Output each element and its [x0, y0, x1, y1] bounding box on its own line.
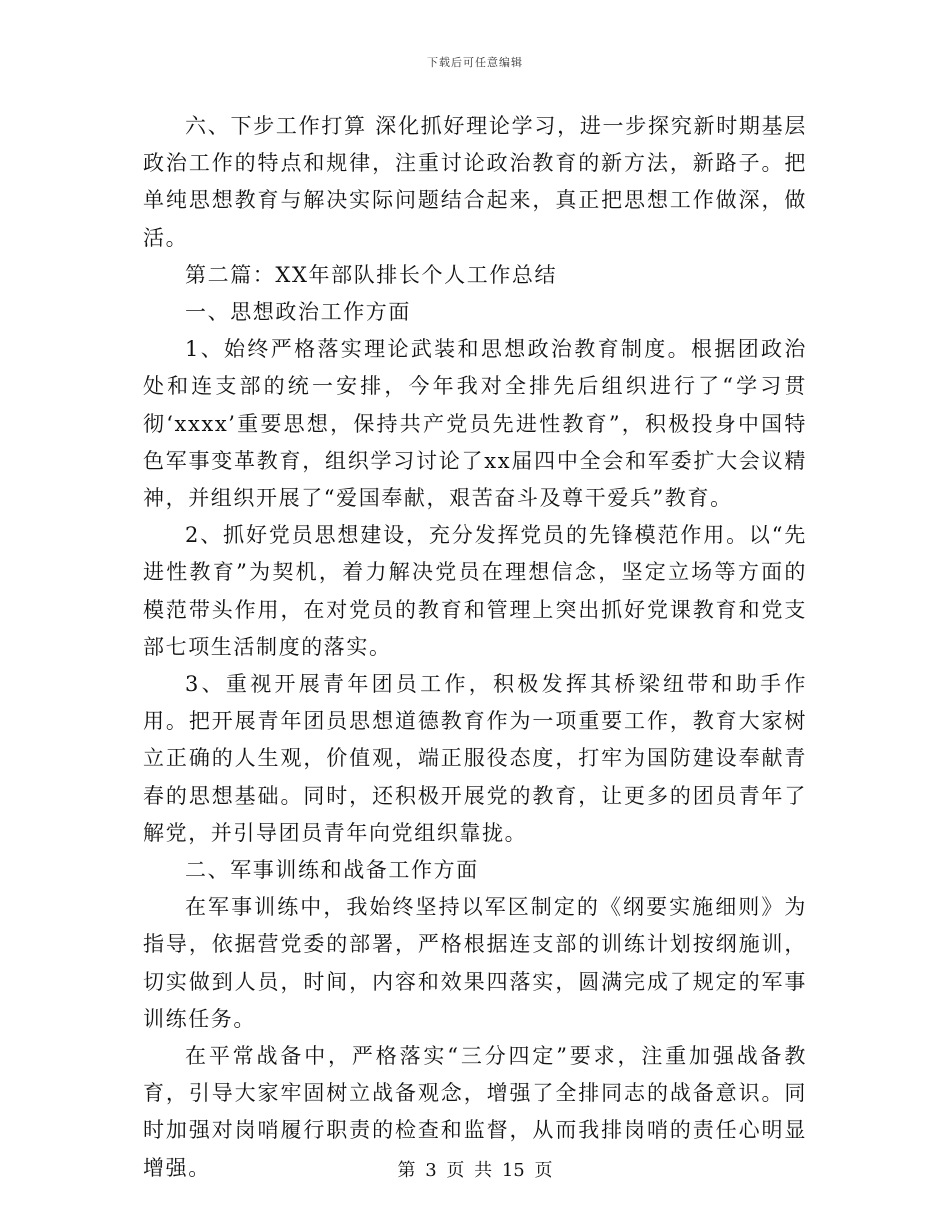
paragraph-item-3: 3、重视开展青年团员工作，积极发挥其桥梁纽带和助手作用。把开展青年团员思想道德教育作为一项重要工作，教育大家树立正确的人生观，价值观，端正服役态度，打牢为国防建设奉献青春的思想基础。同时，还积极开展党的教育，让更多的团员青年了解党，并引导团员青年向党组织靠拢。: [143, 672, 807, 845]
paragraph-work-plan: 六、下步工作打算 深化抓好理论学习，进一步探究新时期基层政治工作的特点和规律，注重讨论政治教育的新方法，新路子。把单纯思想教育与解决实际问题结合起来，真正把思想工作做深，做活。: [143, 114, 807, 250]
paragraph-military-training: 在军事训练中，我始终坚持以军区制定的《纲要实施细则》为指导，依据营党委的部署，严格根据连支部的训练计划按纲施训，切实做到人员，时间，内容和效果四落实，圆满完成了规定的军事训练任务。: [143, 895, 807, 1031]
page-number-footer: 第 3 页 共 15 页: [397, 1160, 553, 1181]
paragraph-item-1: 1、始终严格落实理论武装和思想政治教育制度。根据团政治处和连支部的统一安排，今年我对全排先后组织进行了“学习贯彻‘xxxx’重要思想，保持共产党员先进性教育”，积极投身中国特色军事变革教育，组织学习讨论了xx届四中全会和军委扩大会议精神，并组织开展了“爱国奉献，艰苦奋斗及尊干爱兵”教育。: [143, 337, 807, 511]
paragraph-combat-readiness: 在平常战备中，严格落实“三分四定”要求，注重加强战备教育，引导大家牢固树立战备观念，增强了全排同志的战备意识。同时加强对岗哨履行职责的检查和监督，从而我排岗哨的责任心明显增强。: [143, 1044, 807, 1180]
page-header: 下载后可任意编辑: [427, 56, 523, 69]
section-heading-military: 二、军事训练和战备工作方面: [185, 858, 479, 883]
paragraph-part-two-title: 第二篇：XX年部队排长个人工作总结: [185, 262, 558, 287]
paragraph-item-2: 2、抓好党员思想建设，充分发挥党员的先锋模范作用。以“先进性教育”为契机，着力解决党员在理想信念，坚定立场等方面的模范带头作用，在对党员的教育和管理上突出抓好党课教育和党支部七项生活制度的落实。: [143, 523, 807, 659]
section-heading-political: 一、思想政治工作方面: [185, 300, 411, 325]
document-body: [143, 108, 807, 1187]
